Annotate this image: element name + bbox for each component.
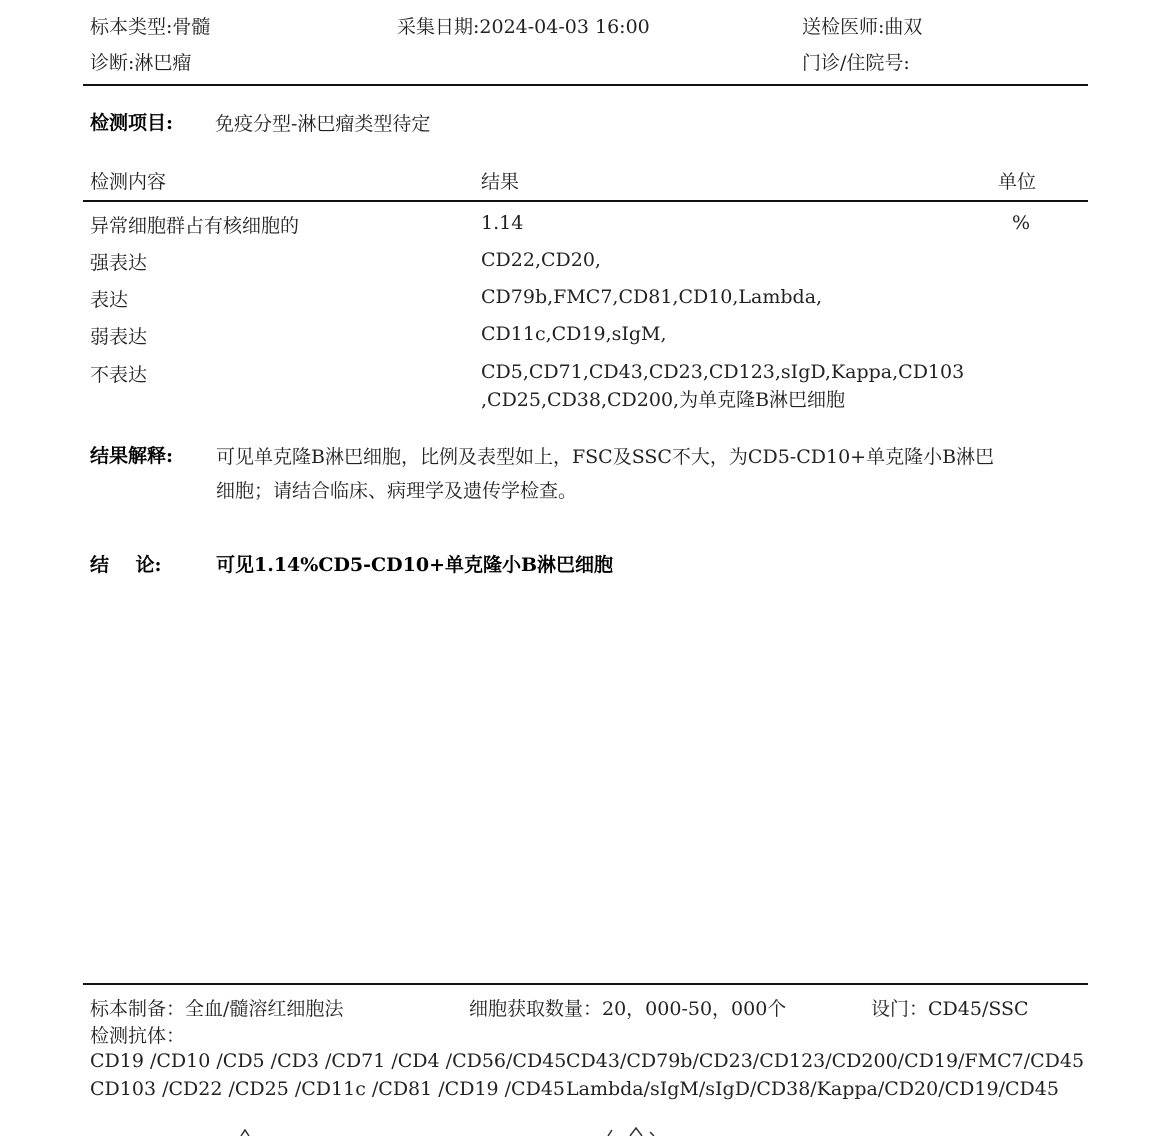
footer-divider — [83, 983, 1088, 985]
interpretation-line2: 细胞；请结合临床、病理学及遗传学检查。 — [216, 480, 578, 502]
row-result: CD79b,FMC7,CD81,CD10,Lambda, — [481, 286, 823, 308]
antibody-label: 检测抗体： — [90, 1025, 186, 1047]
table-header-divider — [83, 200, 1088, 202]
column-header-result: 结果 — [481, 171, 520, 193]
row-unit: % — [1012, 212, 1031, 234]
signature-fragment — [235, 1128, 265, 1136]
antibody-panel-2a: CD103 /CD22 /CD25 /CD11c /CD81 /CD19 /CD45 — [90, 1078, 566, 1100]
gate-setting: 设门：CD45/SSC — [871, 998, 1029, 1020]
conclusion-value: 可见1.14%CD5-CD10+单克隆小B淋巴细胞 — [216, 554, 614, 576]
row-result-line2: ,CD25,CD38,CD200,为单克隆B淋巴细胞 — [481, 389, 846, 411]
row-content: 强表达 — [90, 252, 148, 274]
antibody-panel-1b: CD43/CD79b/CD23/CD123/CD200/CD19/FMC7/CD45 — [566, 1050, 1085, 1072]
column-header-content: 检测内容 — [90, 171, 167, 193]
interpretation-label: 结果解释: — [90, 445, 174, 467]
row-result: CD11c,CD19,sIgM, — [481, 323, 667, 345]
diagnosis: 诊断:淋巴瘤 — [90, 52, 192, 74]
conclusion-label: 结 论: — [90, 554, 162, 576]
row-content: 表达 — [90, 289, 129, 311]
antibody-panel-2b: Lambda/sIgM/sIgD/CD38/Kappa/CD20/CD19/CD45 — [566, 1078, 1059, 1100]
row-content: 弱表达 — [90, 326, 148, 348]
specimen-prep: 标本制备：全血/髓溶红细胞法 — [90, 998, 344, 1020]
test-item-value: 免疫分型-淋巴瘤类型待定 — [215, 113, 431, 135]
test-item-label: 检测项目: — [90, 112, 174, 134]
row-result: 1.14 — [481, 212, 524, 234]
column-header-unit: 单位 — [998, 171, 1037, 193]
row-content: 异常细胞群占有核细胞的 — [90, 215, 300, 237]
patient-number: 门诊/住院号: — [802, 52, 910, 74]
row-result: CD22,CD20, — [481, 249, 601, 271]
referring-doctor: 送检医师:曲双 — [802, 16, 923, 38]
interpretation-line1: 可见单克隆B淋巴细胞，比例及表型如上，FSC及SSC不大，为CD5-CD10+单克隆小B淋巴 — [216, 446, 995, 468]
antibody-panel-1a: CD19 /CD10 /CD5 /CD3 /CD71 /CD4 /CD56/CD45 — [90, 1050, 567, 1072]
specimen-type: 标本类型:骨髓 — [90, 16, 211, 38]
row-content: 不表达 — [90, 364, 148, 386]
cell-count: 细胞获取数量：20，000-50，000个 — [469, 998, 787, 1020]
collection-date: 采集日期:2024-04-03 16:00 — [397, 16, 650, 38]
signature-fragment — [600, 1126, 660, 1136]
header-divider — [83, 84, 1088, 86]
row-result-line1: CD5,CD71,CD43,CD23,CD123,sIgD,Kappa,CD103 — [481, 361, 965, 383]
